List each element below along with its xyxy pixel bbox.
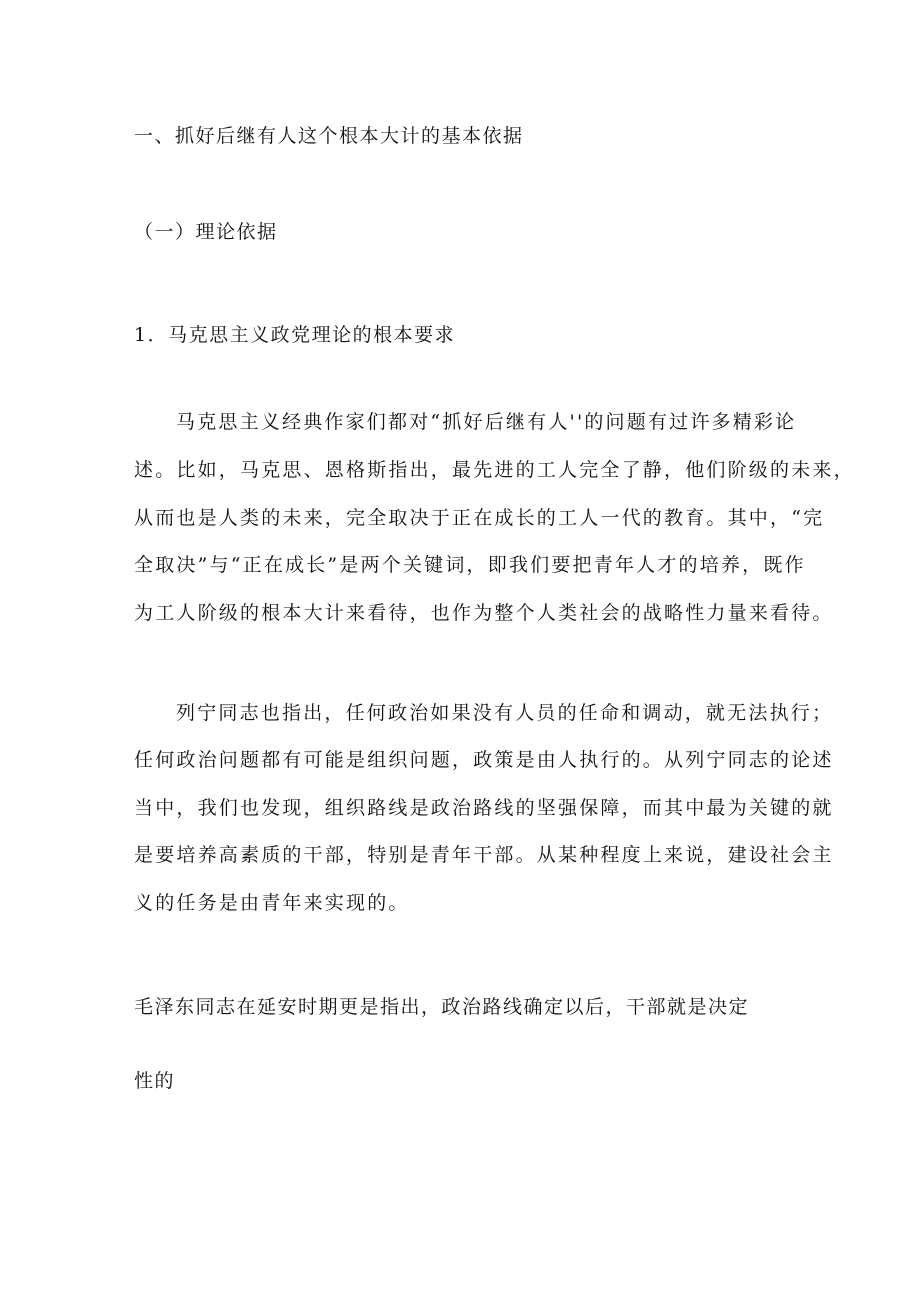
paragraph-line: 任何政治问题都有可能是组织问题，政策是由人执行的。从列宁同志的论述 (134, 749, 834, 771)
section-heading-2: （一）理论依据 (134, 221, 278, 243)
paragraph-line: 全取决”与“正在成长”是两个关键词，即我们要把青年人才的培养，既作 (134, 554, 806, 576)
paragraph-line: 马克思主义经典作家们都对“抓好后继有人''的问题有过许多精彩论 (176, 411, 797, 433)
paragraph-line: 性的 (134, 1070, 176, 1092)
paragraph-line: 列宁同志也指出，任何政治如果没有人员的任命和调动，就无法执行； (176, 702, 834, 724)
paragraph-line: 当中，我们也发现，组织路线是政治路线的坚强保障，而其中最为关键的就 (134, 797, 834, 819)
section-heading-3: 1．马克思主义政党理论的根本要求 (134, 324, 456, 346)
paragraph-line: 为工人阶级的根本大计来看待，也作为整个人类社会的战略性力量来看待。 (134, 602, 834, 624)
section-heading-1: 一、抓好后继有人这个根本大计的基本依据 (134, 125, 524, 147)
paragraph-line: 义的任务是由青年来实现的。 (134, 892, 410, 914)
paragraph-line: 从而也是人类的未来，完全取决于正在成长的工人一代的教育。其中，“完 (134, 507, 825, 529)
paragraph-line: 述。比如，马克思、恩格斯指出，最先进的工人完全了静，他们阶级的未来， (134, 459, 855, 481)
paragraph-line: 毛泽东同志在延安时期更是指出，政治路线确定以后，干部就是决定 (134, 996, 750, 1018)
paragraph-line: 是要培养高素质的干部，特别是青年干部。从某种程度上来说，建设社会主 (134, 844, 834, 866)
